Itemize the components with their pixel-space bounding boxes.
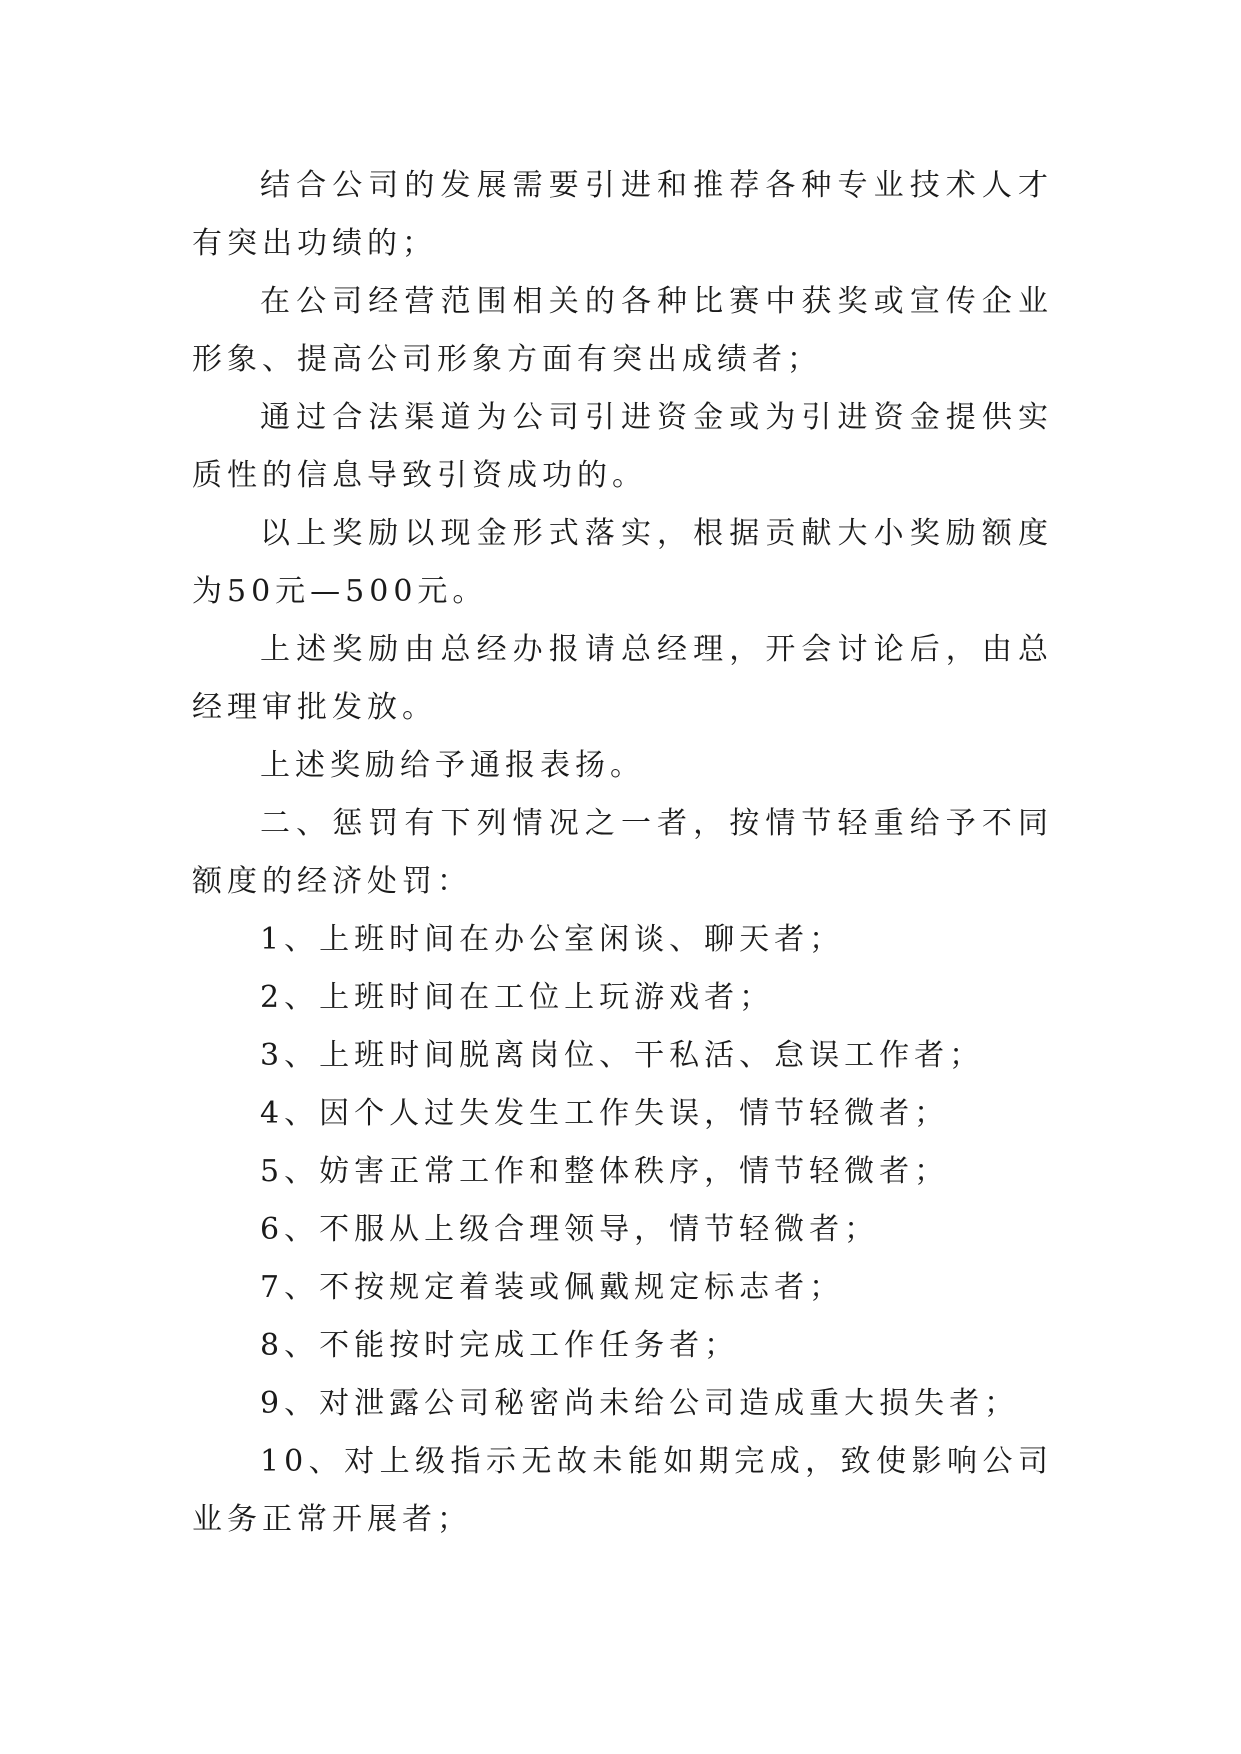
list-item: 6、不服从上级合理领导，情节轻微者；: [260, 1212, 880, 1247]
list-item: 2、上班时间在工位上玩游戏者；: [260, 980, 775, 1015]
list-item: 1、上班时间在办公室闲谈、聊天者；: [260, 922, 845, 957]
list-item: 4、因个人过失发生工作失误，情节轻微者；: [260, 1096, 950, 1131]
paragraph-competition-award: 在公司经营范围相关的各种比赛中获奖或宣传企业形象、提高公司形象方面有突出成绩者；: [192, 284, 1053, 377]
list-item: 8、不能按时完成工作任务者；: [260, 1328, 740, 1363]
list-item: 7、不按规定着装或佩戴规定标志者；: [260, 1270, 845, 1305]
paragraph-funding-introduction: 通过合法渠道为公司引进资金或为引进资金提供实质性的信息导致引资成功的。: [192, 400, 1053, 493]
list-item: 10、对上级指示无故未能如期完成，致使影响公司业务正常开展者；: [192, 1444, 1053, 1537]
paragraph-reward-approval: 上述奖励由总经办报请总经理，开会讨论后，由总经理审批发放。: [192, 632, 1053, 725]
list-item: 5、妨害正常工作和整体秩序，情节轻微者；: [260, 1154, 950, 1189]
list-item: 3、上班时间脱离岗位、干私活、怠误工作者；: [260, 1038, 985, 1073]
section-heading-penalties: 二、惩罚有下列情况之一者，按情节轻重给予不同额度的经济处罚：: [192, 806, 1053, 899]
paragraph-talent-recruitment: 结合公司的发展需要引进和推荐各种专业技术人才有突出功绩的；: [192, 168, 1053, 261]
paragraph-public-praise: 上述奖励给予通报表扬。: [260, 748, 645, 783]
paragraph-cash-reward: 以上奖励以现金形式落实，根据贡献大小奖励额度为50元—500元。: [192, 516, 1053, 609]
document-body: [192, 157, 1053, 1549]
list-item: 9、对泄露公司秘密尚未给公司造成重大损失者；: [260, 1386, 1020, 1421]
